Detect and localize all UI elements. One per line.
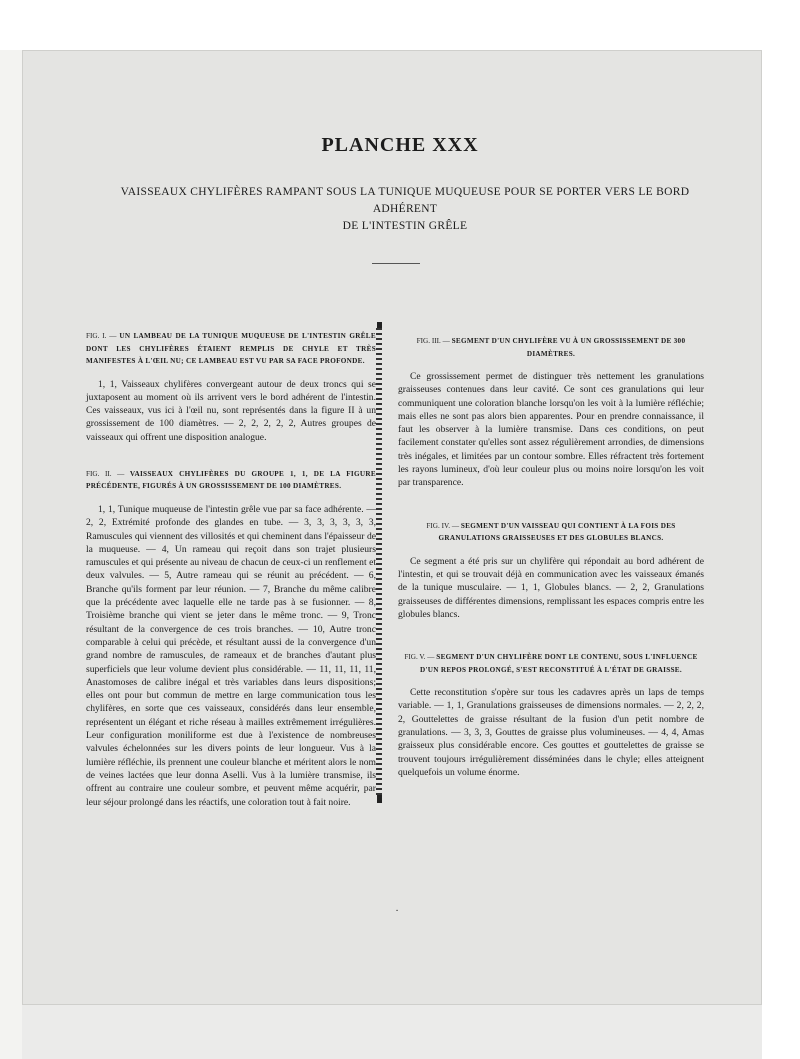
figure-3-block	[398, 335, 704, 490]
figure-2-text: 1, 1, Tunique muqueuse de l'intestin grêle vue par sa face adhérente. — 2, 2, Extrémité profonde des glandes en tube. — 3, 3, 3, 3, 3, 3, Ramuscules qui viennent des villosités et qui cheminent dans l'épaisseur de la muqueuse. — 4, Un rameau qui reçoit dans son trajet plusieurs ramuscules et qui présente au niveau de chacun de ceux-ci un renflement et deux valvules. — 5, Autre rameau qui se réunit au précédent. — 6, Branche qu'ils forment par leur réunion. — 7, Branche du même calibre que la précédente avec laquelle elle ne tarde pas à se fusionner. — 8, Troisième branche qui vient se jeter dans le même tronc. — 9, Tronc résultant de la convergence de ces trois branches. — 10, Autre tronc comparable à celui qui précède, et résultant aussi de la convergence d'un grand nombre de ramuscules, de rameaux et de branches d'autant plus superficiels que leur volume devient plus considérable. — 11, 11, 11, 11, Anastomoses de calibre inégal et très variables dans leurs dispositions; elles ont pour but commun de mettre en large communication tous les chylifères, en sorte que ces vaisseaux, considérés dans leur ensemble, représentent un élégant et riche réseau à mailles extrêmement irrégulières. Leur configuration moniliforme est due à l'existence de nombreuses valvules échelonnées sur les divers points de leur longueur. Vus à la lumière réfléchie, ils prennent une couleur blanche et méritent alors le nom de veines lactées que leur donna Aselli. Vus à la lumière transmise, ils offrent au contraire une couleur sombre, et peuvent même acquérir, par leur séjour prolongé dans les réactifs, une coloration tout à fait noire.	[86, 503, 376, 808]
figure-4-heading	[398, 520, 704, 545]
figure-2-caption: VAISSEAUX CHYLIFÈRES DU GROUPE 1, 1, DE LA FIGURE PRÉCÉDENTE, FIGURÉS À UN GROSSISSEMENT DE 100 DIAMÈTRES.	[86, 469, 376, 491]
figure-4-block	[398, 520, 704, 621]
figure-1-label: FIG. I. —	[86, 332, 120, 340]
plate-title: PLANCHE XXX	[321, 134, 479, 156]
figure-5-text: Cette reconstitution s'opère sur tous les cadavres après un laps de temps variable. — 1, 1, Granulations graisseuses de dimensions normales. — 2, 2, 2, 2, Gouttelettes de graisse résultant de la fusion d'un petit nombre de granulations. — 3, 3, 3, Gouttes de graisse plus volumineuses. — 4, 4, Amas graisseux plus considérable encore. Ces gouttes et gouttelettes de graisse se trouvent toujours irrégulièrement disséminées dans le chyle; elles atteignent quelquefois un volume énorme.	[398, 687, 704, 778]
figure-3-caption: SEGMENT D'UN CHYLIFÈRE VU À UN GROSSISSEMENT DE 300 DIAMÈTRES.	[451, 337, 686, 358]
figure-4-caption: SEGMENT D'UN VAISSEAU QUI CONTIENT À LA FOIS DES GRANULATIONS GRAISSEUSES ET DES GLOBULES BLANCS.	[438, 521, 676, 543]
figure-5-caption: SEGMENT D'UN CHYLIFÈRE DONT LE CONTENU, SOUS L'INFLUENCE D'UN REPOS PROLONGÉ, S'EST RECONSTITUÉ À L'ÉTAT DE GRAISSE.	[419, 653, 698, 674]
figure-1-block	[86, 330, 376, 444]
column-separator-cap-bottom	[377, 795, 382, 803]
figure-1-text: 1, 1, Vaisseaux chylifères convergeant autour de deux troncs qui se juxtaposent au moment où ils arrivent vers le bord adhérent de l'intestin. Ces vaisseaux, vus ici à l'œil nu, sont représentés dans la figure II à un grossissement de 100 diamètres. — 2, 2, 2, 2, 2, Autres groupes de vaisseaux qui offrent une disposition analogue.	[86, 378, 376, 443]
scan-background-top	[0, 0, 800, 50]
scan-background-right	[760, 0, 800, 1059]
figure-2-label: FIG. II. —	[86, 469, 130, 478]
figure-3-text: Ce grossissement permet de distinguer très nettement les granulations graisseuses contenues dans leur cavité. Ce sont ces granulations qui leur communiquent une coloration blanche lorsqu'on les voit à la lumière réfléchie; mais elles ne sont pas alors bien apparentes. Pour en prendre connaissance, il faut les observer à la lumière transmise. Dans ces conditions, on peut facilement constater qu'elles sont assez régulièrement arrondies, de dimensions très inégales, et limitées par un contour sombre. Elles réfractent très fortement les rayons lumineux, d'où leur couleur plus ou moins noire lorsqu'on les voit par transparence.	[398, 371, 704, 489]
left-column	[86, 330, 376, 833]
column-separator	[376, 328, 382, 798]
plate-sheet-margin	[22, 1005, 762, 1059]
figure-4-label: FIG. IV. —	[426, 521, 461, 530]
figure-3-heading	[398, 335, 704, 360]
subtitle-line-1: VAISSEAUX CHYLIFÈRES RAMPANT SOUS LA TUNIQUE MUQUEUSE POUR SE PORTER VERS LE BORD ADHÉRENT	[120, 186, 690, 215]
bottom-ornament: ·	[395, 906, 399, 917]
figure-5-heading	[398, 651, 704, 676]
figure-5-block	[398, 651, 704, 779]
title-divider	[372, 263, 420, 264]
figure-3-label: FIG. III. —	[416, 337, 452, 345]
figure-2-block	[86, 468, 376, 809]
plate-subtitle	[100, 184, 710, 235]
figure-4-text: Ce segment a été pris sur un chylifère qui répondait au bord adhérent de l'intestin, et qui se trouvait déjà en communication avec les vaisseaux émanés de la tunique musculaire. — 1, 1, Globules blancs. — 2, 2, Granulations graisseuses de différentes dimensions, remplissant les espaces compris entre les globules blancs.	[398, 555, 704, 620]
subtitle-line-2: DE L'INTESTIN GRÊLE	[342, 220, 468, 232]
figure-1-heading	[86, 330, 376, 368]
figure-1-caption: UN LAMBEAU DE LA TUNIQUE MUQUEUSE DE L'INTESTIN GRÊLE DONT LES CHYLIFÈRES ÉTAIENT REMPLIS DE CHYLE ET TRÈS MANIFESTES À L'ŒIL NU; CE LAMBEAU EST VU PAR SA FACE PROFONDE.	[86, 332, 376, 365]
figure-2-heading	[86, 468, 376, 493]
figure-5-label: FIG. V. —	[404, 653, 437, 662]
right-column	[398, 335, 704, 809]
